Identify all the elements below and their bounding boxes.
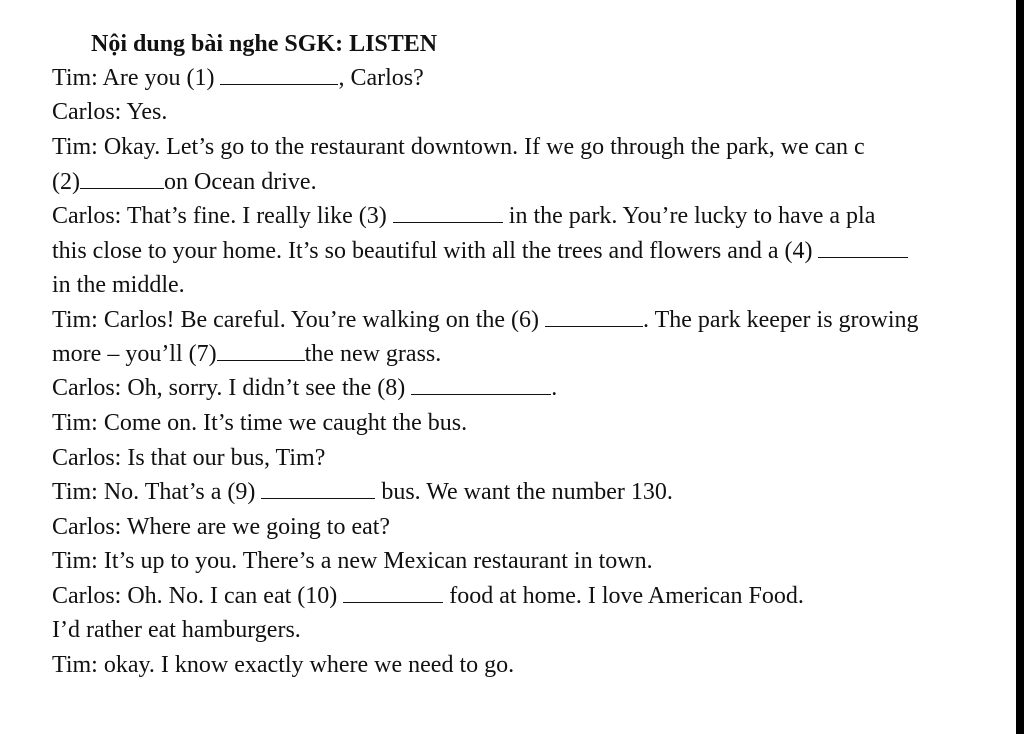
dialogue-line <box>52 62 424 94</box>
answer-blank-4[interactable] <box>818 239 908 258</box>
text-segment: Tim: Okay. Let’s go to the restaurant downtown. If we go through the park, we can c <box>52 134 865 160</box>
dialogue-line <box>52 649 514 681</box>
dialogue-line <box>52 338 441 370</box>
answer-blank-3[interactable] <box>393 204 503 223</box>
dialogue-line <box>52 476 673 508</box>
dialogue-line <box>52 372 557 404</box>
answer-blank-6[interactable] <box>545 308 643 327</box>
text-segment: Carlos: Is that our bus, Tim? <box>52 445 326 471</box>
text-segment: Tim: No. That’s a (9) <box>52 479 262 505</box>
text-segment: Tim: It’s up to you. There’s a new Mexican restaurant in town. <box>52 548 653 574</box>
answer-blank-7[interactable] <box>217 342 305 361</box>
text-segment: Tim: okay. I know exactly where we need to go. <box>52 652 515 678</box>
dialogue-line <box>52 131 865 163</box>
text-segment: Carlos: Yes. <box>52 99 168 125</box>
dialogue-line <box>52 200 875 232</box>
answer-blank-9[interactable] <box>261 480 375 499</box>
text-segment: this close to your home. It’s so beautiful with all the trees and flowers and a (4) <box>52 238 819 264</box>
text-segment: . <box>551 375 558 401</box>
answer-blank-10[interactable] <box>343 584 443 603</box>
dialogue-line <box>52 511 390 543</box>
dialogue-line <box>52 580 804 612</box>
text-segment: . The park keeper is growing <box>643 307 919 333</box>
text-segment: bus. We want the number 130. <box>375 479 673 505</box>
answer-blank-2[interactable] <box>80 170 164 189</box>
dialogue-line <box>52 269 185 301</box>
dialogue-line <box>52 304 919 336</box>
text-segment: Tim: Carlos! Be careful. You’re walking on the (6) <box>52 307 546 333</box>
dialogue-line <box>52 235 908 267</box>
text-segment: in the middle. <box>52 272 185 298</box>
text-segment: more – you’ll (7) <box>52 341 217 367</box>
dialogue-line <box>52 545 653 577</box>
text-segment: Carlos: Oh, sorry. I didn’t see the (8) <box>52 375 412 401</box>
text-segment: (2) <box>52 169 80 195</box>
dialogue-line <box>52 96 167 128</box>
text-segment: on Ocean drive. <box>163 169 317 195</box>
dialogue-line <box>52 614 301 646</box>
text-segment: Carlos: Oh. No. I can eat (10) <box>52 583 344 609</box>
text-segment: the new grass. <box>304 341 442 367</box>
dialogue-line <box>52 166 317 198</box>
answer-blank-8[interactable] <box>411 376 551 395</box>
document-title: Nội dung bài nghe SGK: LISTEN <box>91 31 438 57</box>
right-edge-border <box>1016 0 1024 734</box>
dialogue-line <box>52 407 467 439</box>
dialogue-line <box>52 442 325 474</box>
answer-blank-1[interactable] <box>220 66 338 85</box>
text-segment: , Carlos? <box>338 65 424 91</box>
text-segment: in the park. You’re lucky to have a pla <box>502 203 876 229</box>
text-segment: Carlos: That’s fine. I really like (3) <box>52 203 393 229</box>
text-segment: food at home. I love American Food. <box>443 583 804 609</box>
text-segment: Carlos: Where are we going to eat? <box>52 514 391 540</box>
text-segment: Tim: Are you (1) <box>52 65 221 91</box>
text-segment: I’d rather eat hamburgers. <box>52 617 301 643</box>
text-segment: Tim: Come on. It’s time we caught the bus. <box>52 410 468 436</box>
